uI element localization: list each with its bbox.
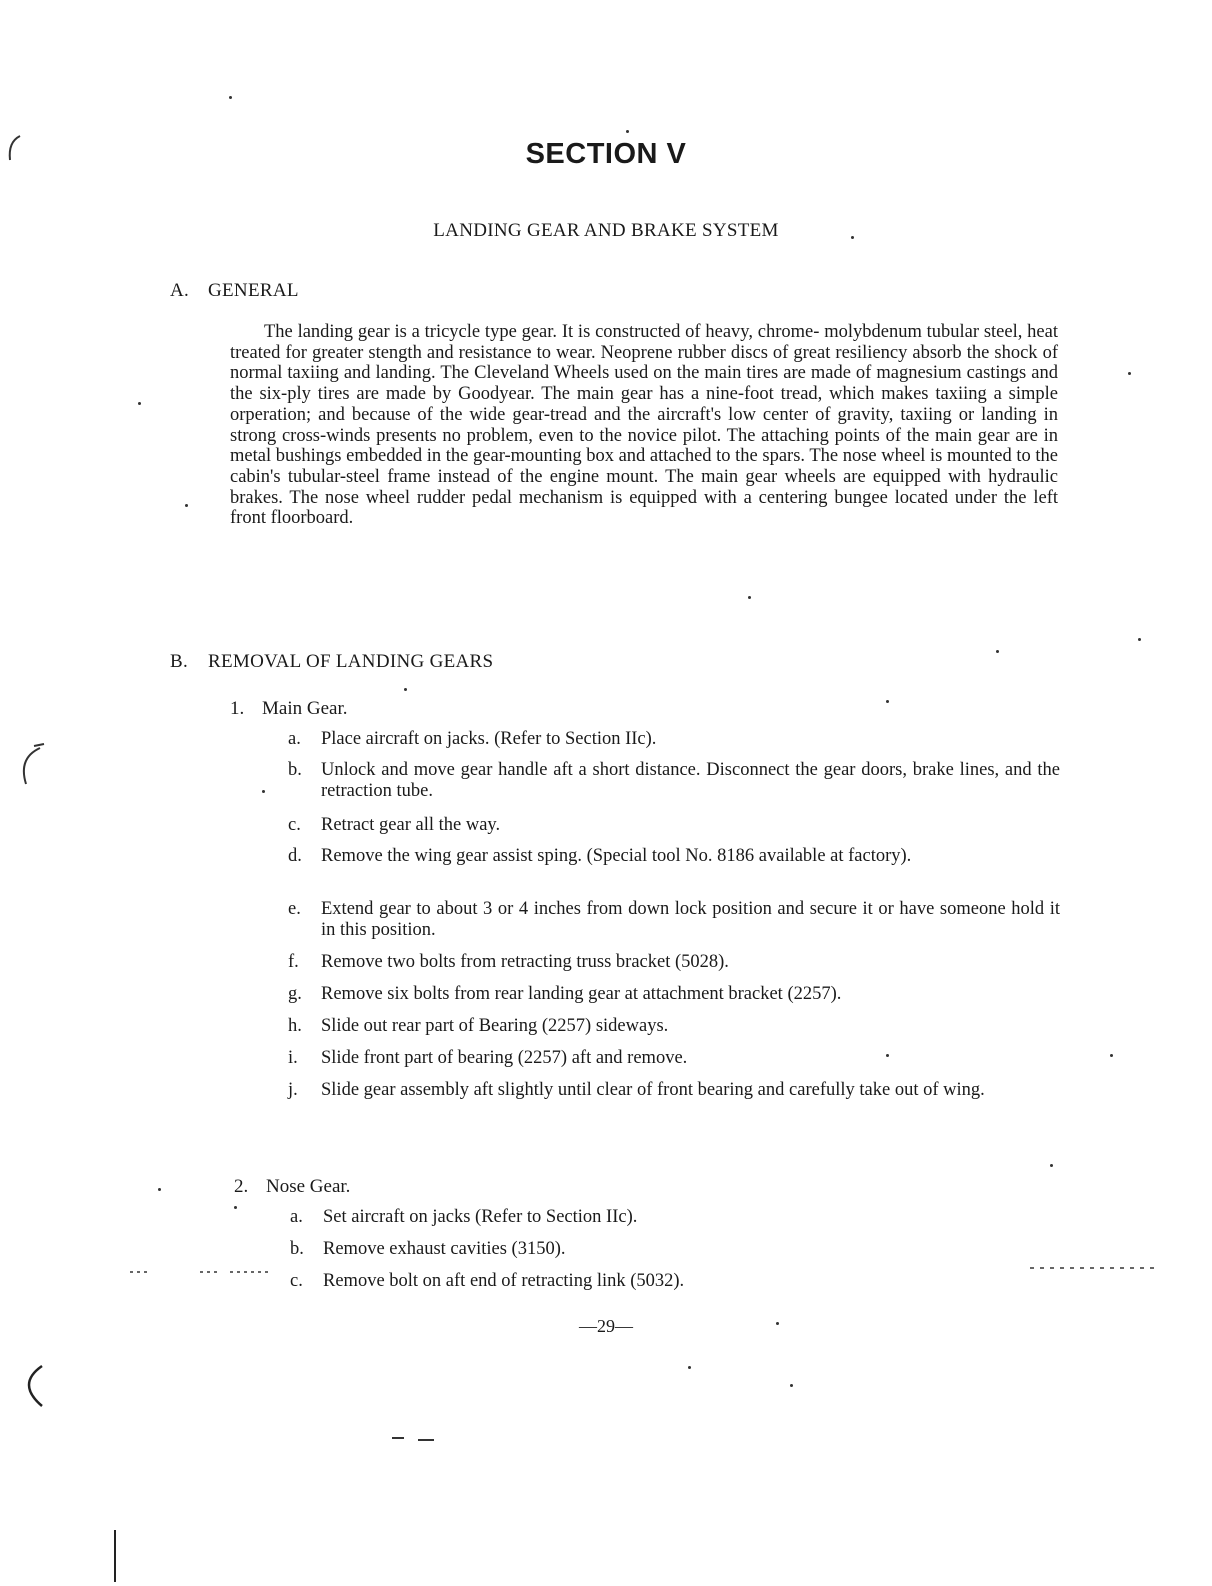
item-letter: d. xyxy=(288,846,302,866)
item-text: Unlock and move gear handle aft a short distance. Disconnect the gear doors, brake lines, and the retraction tube. xyxy=(321,760,1060,801)
item-text: Extend gear to about 3 or 4 inches from down lock position and secure it or have someone hold it in this position. xyxy=(321,899,1060,940)
list-item xyxy=(288,760,1060,802)
item-letter: g. xyxy=(288,984,302,1004)
heading-removal xyxy=(170,651,493,673)
sub-heading-number: 1. xyxy=(230,698,245,719)
item-letter: c. xyxy=(288,815,301,835)
page-number: —29— xyxy=(579,1316,633,1336)
item-text: Slide out rear part of Bearing (2257) sideways. xyxy=(321,1016,669,1036)
list-item xyxy=(288,1048,1060,1069)
scan-speck xyxy=(185,504,188,507)
item-letter: f. xyxy=(288,952,299,972)
scan-speck xyxy=(886,700,889,703)
item-text: Slide gear assembly aft slightly until clear of front bearing and carefully take out of wing. xyxy=(321,1080,985,1100)
sub-heading-nose-gear xyxy=(234,1176,350,1198)
item-text: Remove two bolts from retracting truss bracket (5028). xyxy=(321,952,729,972)
item-text: Slide front part of bearing (2257) aft and remove. xyxy=(321,1048,688,1068)
margin-mark xyxy=(110,1528,120,1584)
margin-mark xyxy=(14,1362,50,1412)
item-text: Remove bolt on aft end of retracting link (5032). xyxy=(323,1271,685,1291)
margin-mark xyxy=(10,742,46,792)
scan-dash-mark xyxy=(1030,1264,1160,1274)
scan-speck xyxy=(1050,1164,1053,1167)
scan-dash-mark xyxy=(130,1268,290,1278)
list-item xyxy=(288,729,1060,750)
margin-mark xyxy=(0,130,30,170)
scan-speck xyxy=(138,402,141,405)
sub-heading-text: Main Gear. xyxy=(262,698,348,719)
section-subtitle: LANDING GEAR AND BRAKE SYSTEM xyxy=(433,220,779,241)
scan-speck xyxy=(996,650,999,653)
scan-speck xyxy=(688,1366,691,1369)
scan-speck xyxy=(886,1054,889,1057)
item-text: Remove exhaust cavities (3150). xyxy=(323,1239,566,1259)
sub-heading-number: 2. xyxy=(234,1176,249,1197)
scan-speck xyxy=(790,1384,793,1387)
scan-speck xyxy=(1128,372,1131,375)
item-letter: j. xyxy=(288,1080,298,1100)
scan-dash-mark xyxy=(390,1434,450,1444)
item-letter: a. xyxy=(288,729,301,749)
item-letter: a. xyxy=(290,1207,303,1227)
scan-speck xyxy=(1110,1054,1113,1057)
scan-speck xyxy=(229,96,232,99)
heading-label: A. xyxy=(170,280,190,301)
scan-speck xyxy=(626,130,629,133)
item-text: Place aircraft on jacks. (Refer to Section IIc). xyxy=(321,729,657,749)
sub-heading-main-gear xyxy=(230,698,347,720)
item-letter: e. xyxy=(288,899,301,919)
list-item xyxy=(288,815,1060,836)
item-letter: b. xyxy=(290,1239,304,1259)
general-paragraph: The landing gear is a tricycle type gear. It is constructed of heavy, chrome- molybdenum tubular steel, heat treated for greater stength and resistance to wear. Neoprene rubber discs of great resiliency absorb the shock of normal taxiing and landing. The Cleveland Wheels used on the main tires are made of magnesium castings and the six-ply tires are made by Goodyear. The main gear has a nine-foot tread, which makes taxiing a simple orperation; and because of the wide gear-tread and the aircraft's low center of gravity, taxiing or landing in strong cross-winds presents no problem, even to the novice pilot. The attaching points of the main gear are in metal bushings embedded in the gear-mounting box and attached to the spars. The nose wheel is mounted to the cabin's tubular-steel frame instead of the engine mount. The main gear wheels are equipped with hydraulic brakes. The nose wheel rudder pedal mechanism is equipped with a centering bungee located under the left front floorboard. xyxy=(230,322,1058,529)
scan-speck xyxy=(262,790,265,793)
list-item xyxy=(288,899,1060,941)
item-letter: i. xyxy=(288,1048,298,1068)
scan-speck xyxy=(776,1322,779,1325)
scan-speck xyxy=(851,236,854,239)
list-item xyxy=(288,952,1060,973)
sub-heading-text: Nose Gear. xyxy=(266,1176,351,1197)
list-item xyxy=(288,1080,1060,1101)
item-text: Remove the wing gear assist sping. (Special tool No. 8186 available at factory). xyxy=(321,846,912,866)
scan-speck xyxy=(158,1188,161,1191)
heading-text: GENERAL xyxy=(208,280,299,301)
section-title: SECTION V xyxy=(525,138,687,170)
list-item xyxy=(290,1239,1062,1260)
list-item xyxy=(290,1207,1062,1228)
list-item xyxy=(290,1271,1062,1292)
item-text: Remove six bolts from rear landing gear at attachment bracket (2257). xyxy=(321,984,842,1004)
heading-text: REMOVAL OF LANDING GEARS xyxy=(208,651,494,672)
item-letter: h. xyxy=(288,1016,302,1036)
item-letter: b. xyxy=(288,760,302,780)
list-item xyxy=(288,1016,1060,1037)
scan-speck xyxy=(404,688,407,691)
list-item xyxy=(288,984,1060,1005)
item-text: Retract gear all the way. xyxy=(321,815,501,835)
heading-label: B. xyxy=(170,651,189,672)
item-text: Set aircraft on jacks (Refer to Section IIc). xyxy=(323,1207,638,1227)
list-item xyxy=(288,846,1060,867)
scan-speck xyxy=(748,596,751,599)
heading-general xyxy=(170,280,299,302)
scan-speck xyxy=(1138,638,1141,641)
item-letter: c. xyxy=(290,1271,303,1291)
scan-speck xyxy=(234,1206,237,1209)
